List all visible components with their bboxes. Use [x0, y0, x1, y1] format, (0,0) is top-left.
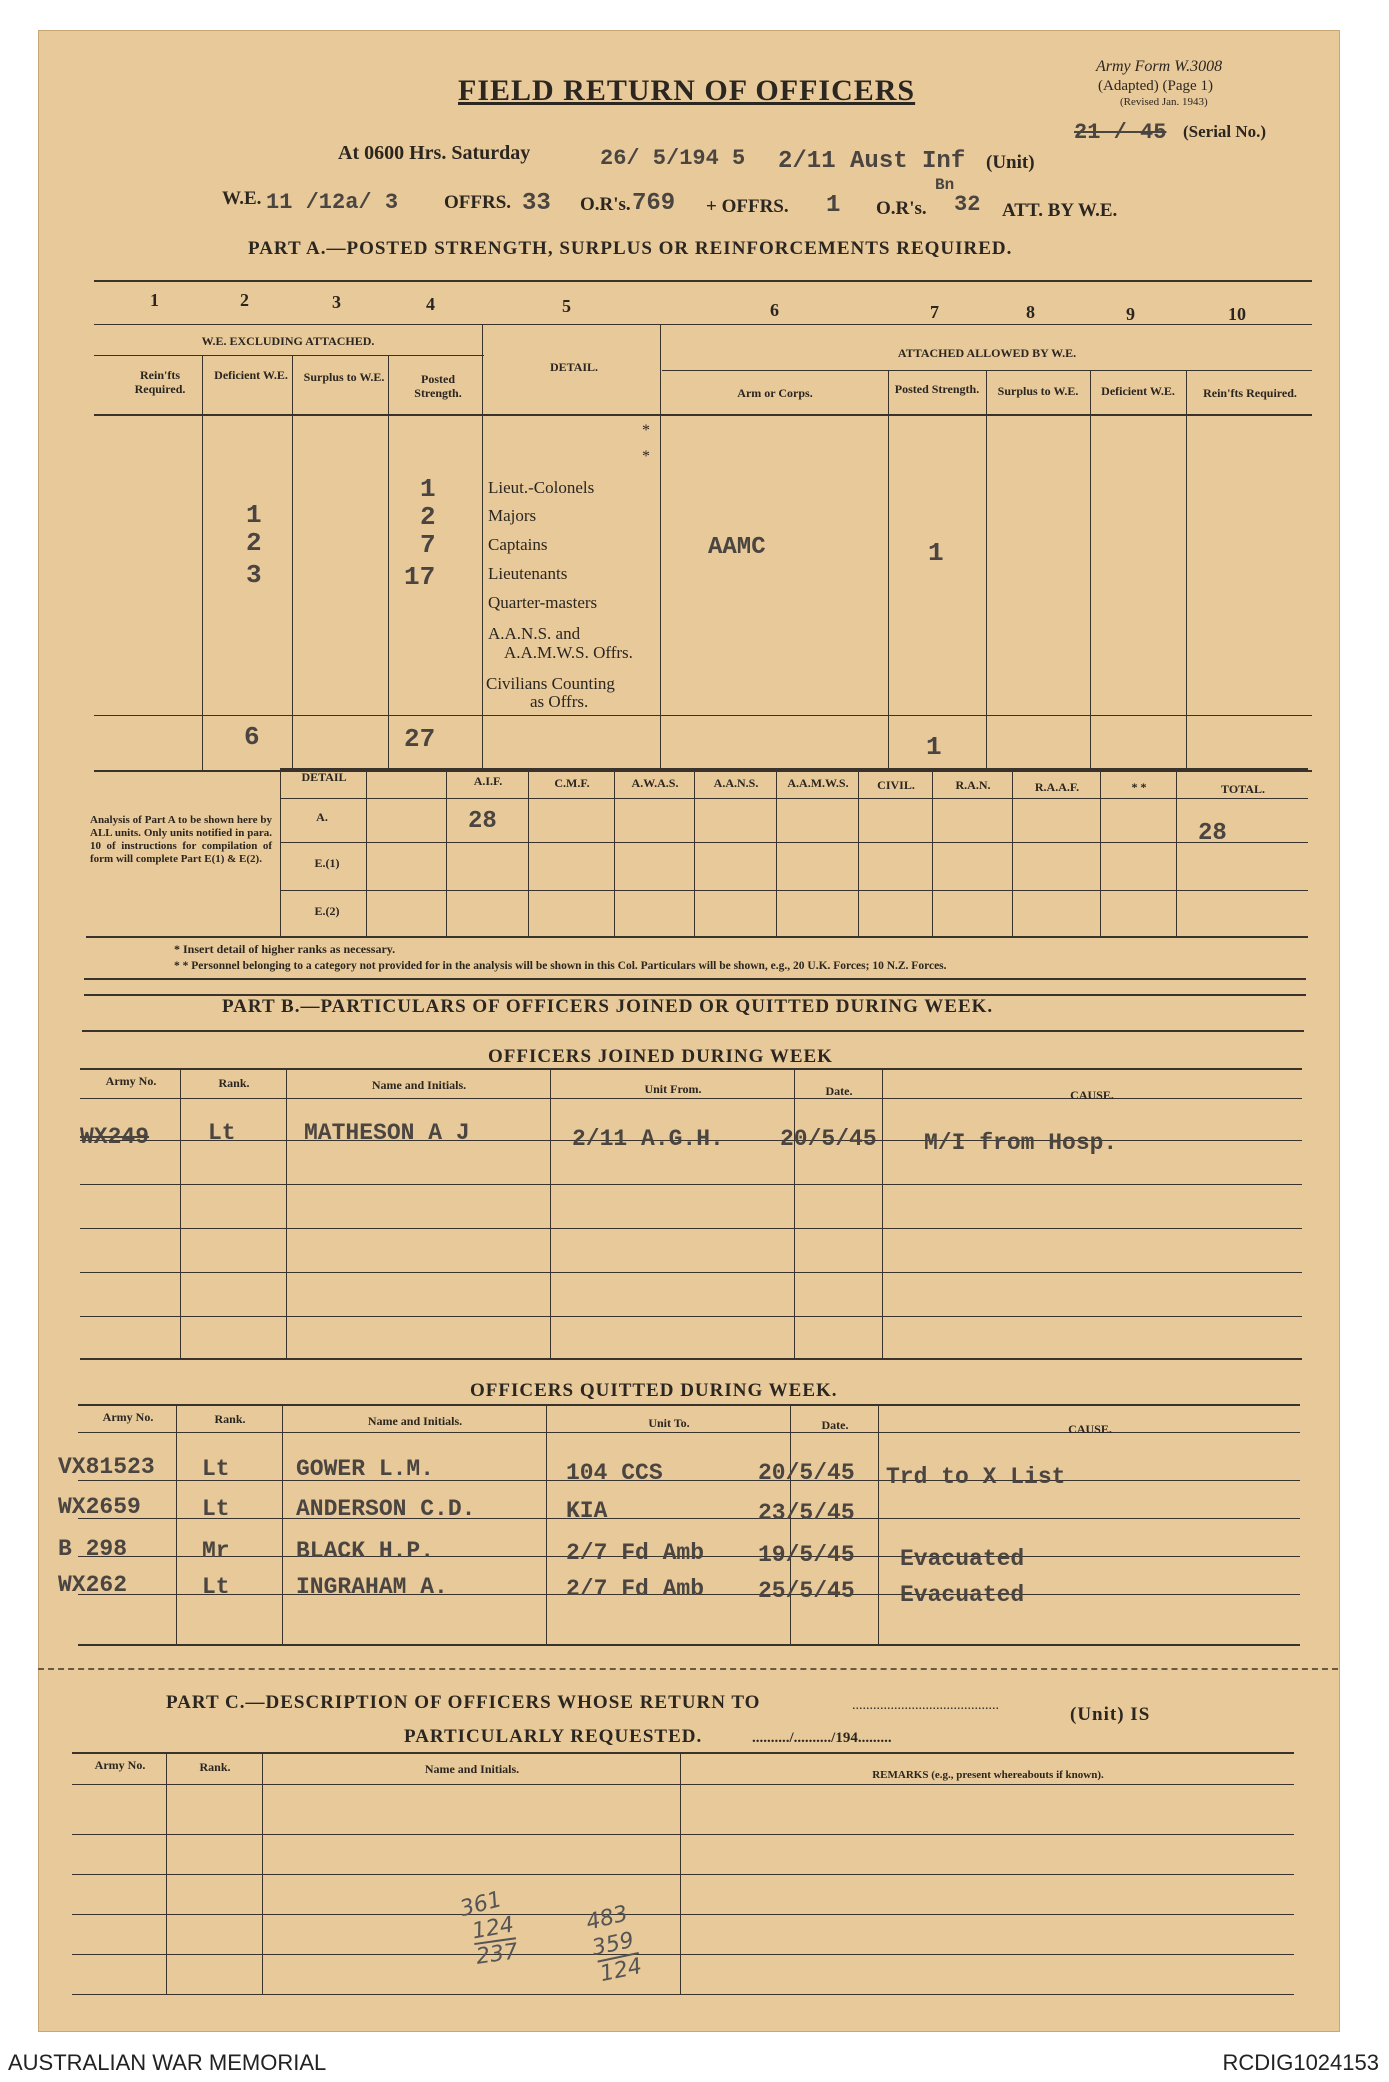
rank-lieut-colonels: Lieut.-Colonels: [488, 478, 595, 497]
total-posted2: 1: [926, 732, 942, 762]
deficient-majors: 1: [246, 500, 262, 530]
ana-hdr-civil: CIVIL.: [877, 778, 915, 792]
hdr-reinfts: Rein'fts Required.: [134, 368, 186, 396]
arm-aamc: AAMC: [708, 534, 766, 561]
quitted-row4-name: INGRAHAM A.: [296, 1574, 448, 1600]
quitted-row3-army-no: B 298: [58, 1536, 128, 1562]
hdr-surplus2: Surplus to W.E.: [997, 384, 1079, 398]
ana-hdr-aans: A.A.N.S.: [713, 776, 759, 790]
footnote-2: * * Personnel belonging to a category not provided for in the analysis will be shown in this Col. Particulars will be shown, e.g., 20 U.K. Forces; 10 N.Z. Forces.: [174, 960, 947, 972]
ana-row-e1: E.(1): [314, 856, 340, 870]
quitted-row1-cause: Trd to X List: [886, 1464, 1066, 1490]
part-c-unit-is: (Unit) IS: [1070, 1704, 1151, 1725]
ana-hdr-aamws: A.A.M.W.S.: [787, 776, 849, 790]
quitted-row1-name: GOWER L.M.: [296, 1456, 435, 1482]
asterisk-1: *: [642, 422, 650, 439]
rank-civilians: Civilians Counting: [486, 674, 615, 693]
quitted-row2-date: 23/5/45: [758, 1500, 855, 1526]
offrs2-label: + OFFRS.: [706, 196, 789, 217]
quitted-row4-army-no: WX262: [58, 1572, 128, 1598]
part-c-date-blank: ........../........../194.........: [752, 1730, 892, 1746]
offrs-value: 33: [522, 190, 551, 217]
asterisk-2: *: [642, 448, 650, 465]
quitted-title: OFFICERS QUITTED DURING WEEK.: [470, 1380, 838, 1401]
ors2-value: 32: [954, 192, 981, 217]
quitted-row2-unit: KIA: [566, 1498, 608, 1524]
quitted-row2-army-no: WX2659: [58, 1494, 141, 1520]
pencil-sum1-b: 124: [470, 1912, 516, 1945]
at-hours-label: At 0600 Hrs. Saturday: [338, 142, 531, 164]
footer-id: RCDIG1024153: [1222, 2050, 1379, 2075]
partc-hdr-remarks: REMARKS (e.g., present whereabouts if known).: [872, 1769, 1104, 1781]
joined-unit: 2/11 A.G.H.: [572, 1126, 724, 1152]
ana-hdr-aif: A.I.F.: [473, 774, 503, 788]
ana-hdr-ran: R.A.N.: [955, 778, 991, 792]
quitted-row4-cause: Evacuated: [900, 1582, 1025, 1608]
quitted-row3-date: 19/5/45: [758, 1542, 855, 1568]
total-deficient: 6: [244, 722, 260, 752]
joined-rank: Lt: [208, 1120, 236, 1146]
form-title: FIELD RETURN OF OFFICERS: [458, 74, 916, 107]
pencil-sum1-c: 237: [474, 1939, 520, 1970]
partc-hdr-name: Name and Initials.: [424, 1762, 520, 1776]
hdr-reinfts2: Rein'fts Required.: [1203, 386, 1297, 400]
total-posted: 27: [404, 724, 436, 754]
quitted-hdr-army-no: Army No.: [102, 1410, 154, 1424]
part-c-dots: ..........................................: [852, 1698, 999, 1713]
rank-captains: Captains: [488, 535, 548, 554]
partc-hdr-army-no: Army No.: [94, 1758, 146, 1772]
ana-hdr-detail: DETAIL: [301, 770, 347, 784]
joined-name: MATHESON A J: [304, 1120, 470, 1146]
col-num-4: 4: [426, 294, 435, 314]
quitted-row1-date: 20/5/45: [758, 1460, 855, 1486]
posted-ltcol: 1: [420, 474, 436, 504]
att-label: ATT. BY W.E.: [1002, 200, 1118, 221]
joined-hdr-army-no: Army No.: [105, 1074, 157, 1088]
quitted-row4-rank: Lt: [202, 1574, 230, 1600]
posted-captains: 7: [420, 530, 436, 560]
ors-label: O.R's.: [580, 194, 631, 215]
hdr-posted: Posted Strength.: [414, 372, 462, 400]
unit-name: 2/11 Aust Inf: [778, 148, 966, 175]
group-we-excluding: W.E. EXCLUDING ATTACHED.: [201, 334, 375, 348]
joined-hdr-date: Date.: [825, 1084, 853, 1098]
col-num-9: 9: [1126, 304, 1135, 324]
part-a-heading: PART A.—POSTED STRENGTH, SURPLUS OR REINFORCEMENTS REQUIRED.: [248, 238, 1013, 259]
adapted-label: (Adapted) (Page 1): [1098, 78, 1213, 94]
pencil-sum2-b: 359: [589, 1927, 637, 1962]
quitted-hdr-date: Date.: [821, 1418, 849, 1432]
hdr-detail: DETAIL.: [549, 360, 599, 374]
quitted-row4-unit: 2/7 Fd Amb: [566, 1576, 705, 1602]
quitted-hdr-name: Name and Initials.: [367, 1414, 463, 1428]
perforation-line: [38, 1668, 1338, 1670]
hdr-arm: Arm or Corps.: [737, 386, 813, 400]
serial-label: (Serial No.): [1183, 122, 1267, 141]
deficient-lieutenants: 3: [246, 560, 262, 590]
revised-label: (Revised Jan. 1943): [1120, 96, 1208, 108]
analysis-note: Analysis of Part A to be shown here by ALL units. Only units notified in para. 10 of instructions for compilation of form will complete Part E(1) & E(2).: [90, 814, 272, 865]
ana-aif-a: 28: [468, 808, 497, 835]
hdr-surplus: Surplus to W.E.: [303, 370, 385, 384]
rank-aans: A.A.N.S. and: [488, 624, 581, 643]
hdr-posted2: Posted Strength.: [894, 382, 980, 396]
quitted-row4-date: 25/5/45: [758, 1578, 855, 1604]
hdr-deficient2: Deficient W.E.: [1101, 384, 1175, 398]
joined-hdr-unit: Unit From.: [644, 1082, 702, 1096]
joined-army-no: WX249: [80, 1124, 150, 1150]
deficient-captains: 2: [246, 528, 262, 558]
col-num-6: 6: [770, 300, 779, 320]
ana-total-a: 28: [1198, 820, 1227, 847]
quitted-row2-rank: Lt: [202, 1496, 230, 1522]
posted-lieutenants: 17: [404, 562, 436, 592]
quitted-hdr-rank: Rank.: [214, 1412, 246, 1426]
ana-hdr-raaf: R.A.A.F.: [1034, 780, 1080, 794]
we-value: 11 /12a/ 3: [266, 190, 399, 215]
quitted-row1-rank: Lt: [202, 1456, 230, 1482]
ana-hdr-total: TOTAL.: [1221, 782, 1265, 796]
quitted-hdr-unit: Unit To.: [648, 1416, 690, 1430]
col-num-1: 1: [150, 290, 159, 310]
ors-value: 769: [632, 190, 676, 217]
col-num-10: 10: [1228, 304, 1246, 324]
ana-hdr-cmf: C.M.F.: [554, 776, 590, 790]
col-num-7: 7: [930, 302, 939, 322]
col-num-8: 8: [1026, 302, 1035, 322]
unit-label: (Unit): [986, 152, 1035, 173]
quitted-hdr-cause: CAUSE.: [1068, 1422, 1112, 1436]
we-label: W.E.: [222, 188, 262, 209]
quitted-row3-name: BLACK H.P.: [296, 1538, 435, 1564]
hdr-deficient: Deficient W.E.: [214, 368, 288, 382]
pencil-sum2-a: 483: [583, 1901, 631, 1936]
col-num-2: 2: [240, 290, 249, 310]
return-date: 26/ 5/194 5: [600, 146, 746, 171]
part-c-heading2: PARTICULARLY REQUESTED.: [404, 1726, 703, 1747]
rank-quarter-masters: Quarter-masters: [488, 593, 598, 612]
pencil-sum1-a: 361: [457, 1886, 505, 1923]
joined-hdr-rank: Rank.: [218, 1076, 250, 1090]
footer-source: AUSTRALIAN WAR MEMORIAL: [8, 2050, 327, 2075]
joined-hdr-name: Name and Initials.: [371, 1078, 467, 1092]
attached-posted: 1: [928, 538, 944, 568]
joined-hdr-cause: CAUSE.: [1070, 1088, 1114, 1102]
quitted-row1-army-no: VX81523: [58, 1454, 155, 1480]
ana-hdr-other: * *: [1131, 780, 1147, 794]
col-num-3: 3: [332, 292, 341, 312]
quitted-row3-cause: Evacuated: [900, 1546, 1025, 1572]
rank-lieutenants: Lieutenants: [488, 564, 568, 583]
part-b-heading: PART B.—PARTICULARS OF OFFICERS JOINED OR QUITTED DURING WEEK.: [222, 996, 994, 1017]
ors2-label: O.R's.: [876, 198, 927, 219]
footnote-1: * Insert detail of higher ranks as necessary.: [174, 942, 396, 956]
quitted-row3-unit: 2/7 Fd Amb: [566, 1540, 705, 1566]
army-form-label: Army Form W.3008: [1096, 58, 1223, 75]
joined-cause: M/I from Hosp.: [924, 1130, 1118, 1156]
offrs2-value: 1: [826, 192, 841, 219]
part-c-heading: PART C.—DESCRIPTION OF OFFICERS WHOSE RETURN TO: [166, 1692, 761, 1713]
posted-majors: 2: [420, 502, 436, 532]
quitted-row3-rank: Mr: [202, 1538, 230, 1564]
group-attached: ATTACHED ALLOWED BY W.E.: [897, 346, 1077, 360]
ana-hdr-awas: A.W.A.S.: [631, 776, 679, 790]
joined-date: 20/5/45: [780, 1126, 877, 1152]
offrs-label: OFFRS.: [444, 192, 512, 213]
col-num-5: 5: [562, 296, 571, 316]
pencil-sum2-c: 124: [597, 1953, 645, 1988]
rank-aamws: A.A.M.W.S. Offrs.: [504, 643, 633, 662]
rank-as-offrs: as Offrs.: [530, 692, 589, 711]
ana-row-e2: E.(2): [314, 904, 340, 918]
quitted-row2-name: ANDERSON C.D.: [296, 1496, 476, 1522]
quitted-row1-unit: 104 CCS: [566, 1460, 663, 1486]
joined-title: OFFICERS JOINED DURING WEEK: [488, 1046, 833, 1067]
ana-row-a: A.: [316, 810, 328, 824]
unit-extra: Bn: [935, 176, 955, 194]
partc-hdr-rank: Rank.: [199, 1760, 231, 1774]
rank-majors: Majors: [488, 506, 537, 525]
serial-number: 21 / 45: [1074, 120, 1167, 145]
